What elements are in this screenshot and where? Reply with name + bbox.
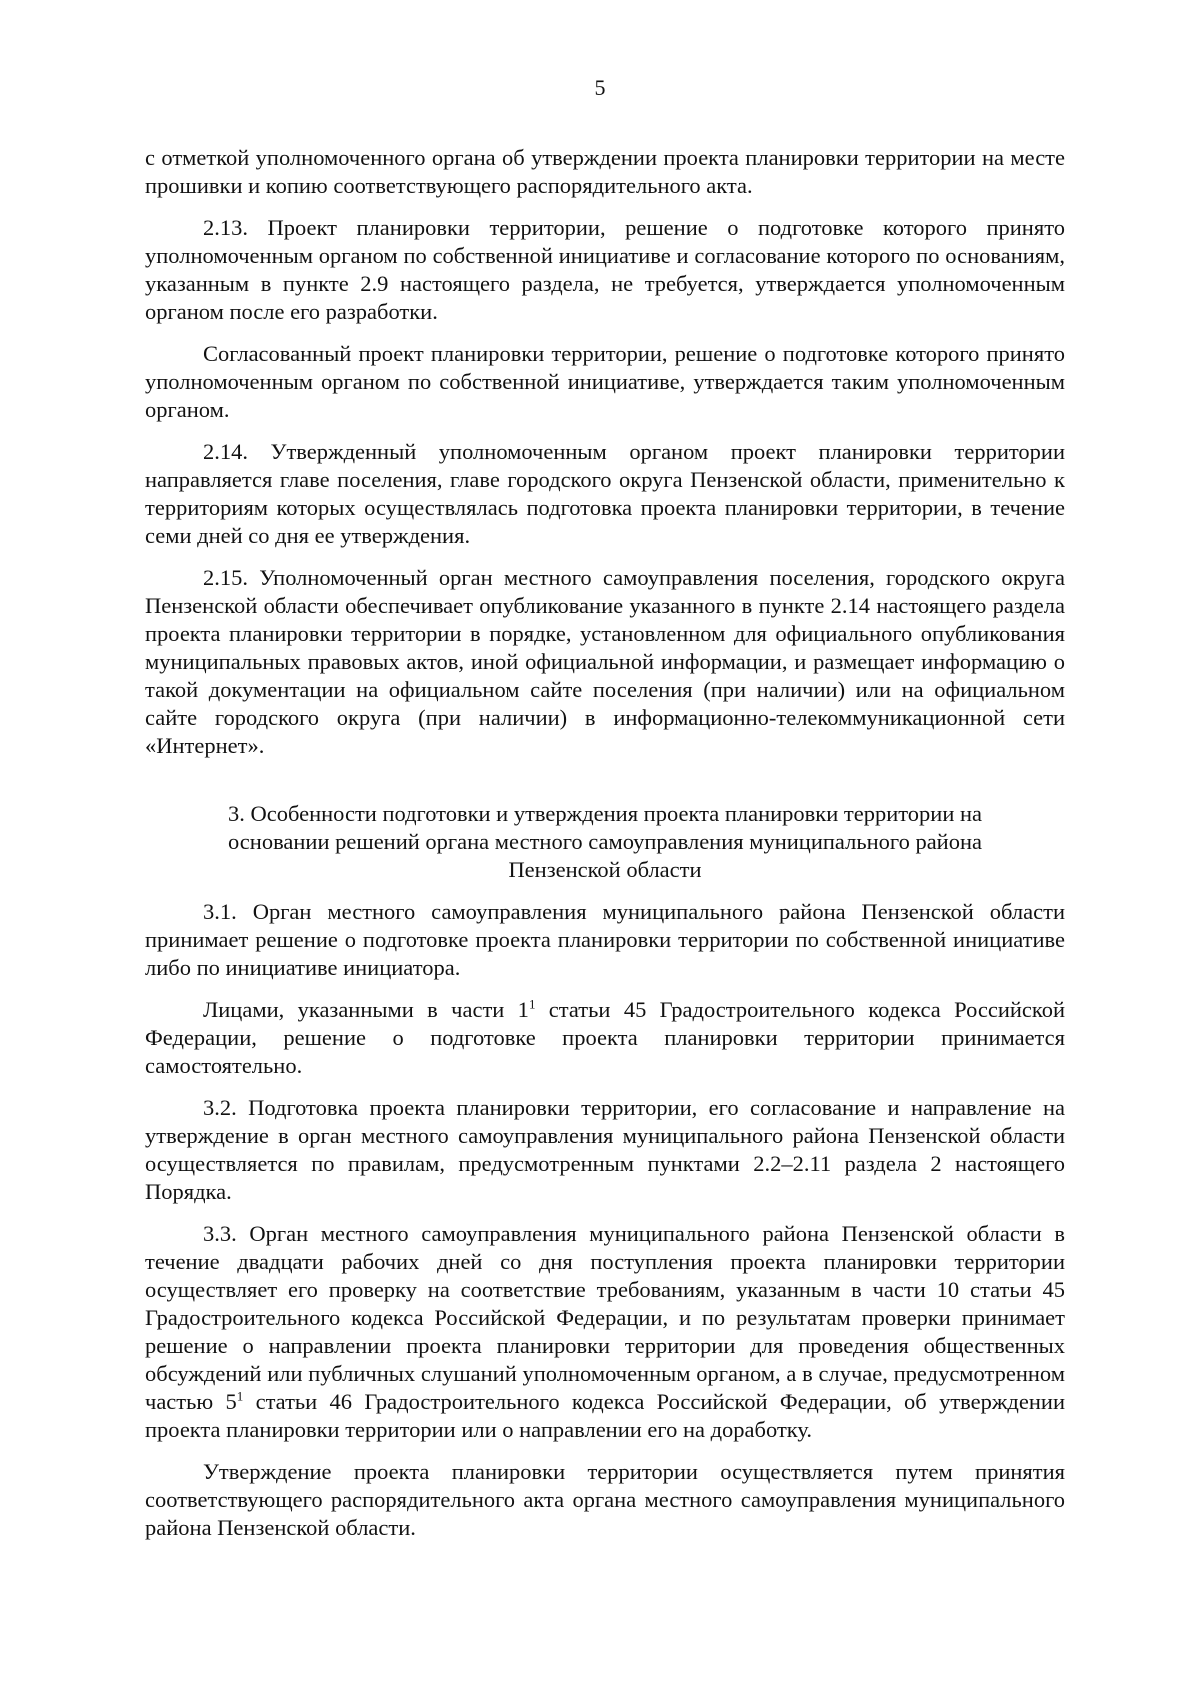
paragraph-2-13-approved: Согласованный проект планировки территории, решение о подготовке которого принято уполномоченным органом по собственной инициативе, утверждается таким уполномоченным органом. (145, 341, 1065, 422)
paragraph-continuation: с отметкой уполномоченного органа об утверждении проекта планировки территории на месте прошивки и копию соответствующего распорядительного акта. (145, 145, 1065, 198)
paragraph-2-14: 2.14. Утвержденный уполномоченным органом проект планировки территории направляется главе поселения, главе городского округа Пензенской области, применительно к территориям которых осуществлялась подготовка проекта планировки территории, в течение семи дней со дня ее утверждения. (145, 439, 1065, 548)
paragraph-3-1-persons (145, 996, 1065, 1080)
paragraph-3-1-persons-text-b: статьи 45 Градостроительного кодекса Российской Федерации, решение о подготовке проекта планировки территории принимается самостоятельно. (145, 997, 1065, 1078)
page-number: 5 (594, 75, 606, 100)
superscript: 1 (236, 1388, 244, 1404)
paragraph-3-3-text-b: статьи 46 Градостроительного кодекса Российской Федерации, об утверждении проекта планировки территории или о направлении его на доработку. (145, 1389, 1065, 1442)
superscript: 1 (528, 996, 536, 1012)
section-3-heading: 3. Особенности подготовки и утверждения проекта планировки территории на основании решений органа местного самоуправления муниципального района Пензенской области (227, 801, 983, 882)
paragraph-3-2: 3.2. Подготовка проекта планировки территории, его согласование и направление на утверждение в орган местного самоуправления муниципального района Пензенской области осуществляется по правилам, предусмотренным пунктами 2.2–2.11 раздела 2 настоящего Порядка. (145, 1095, 1065, 1204)
paragraph-3-3-text-a: 3.3. Орган местного самоуправления муниципального района Пензенской области в течение двадцати рабочих дней со дня поступления проекта планировки территории осуществляет его проверку на соответствие требованиям, указанным в части 10 статьи 45 Градостроительного кодекса Российской Федерации, и по результатам проверки принимает решение о направлении проекта планировки территории для проведения общественных обсуждений или публичных слушаний уполномоченным органом, а в случае, предусмотренном частью 5 (145, 1221, 1065, 1414)
paragraph-3-3-approval: Утверждение проекта планировки территории осуществляется путем принятия соответствующего распорядительного акта органа местного самоуправления муниципального района Пензенской области. (145, 1459, 1065, 1540)
paragraph-2-13: 2.13. Проект планировки территории, решение о подготовке которого принято уполномоченным органом по собственной инициативе и согласование которого по основаниям, указанным в пункте 2.9 настоящего раздела, не требуется, утверждается уполномоченным органом после его разработки. (145, 215, 1065, 324)
paragraph-3-1-persons-text-a: Лицами, указанными в части 1 (203, 997, 529, 1022)
paragraph-2-15: 2.15. Уполномоченный орган местного самоуправления поселения, городского округа Пензенской области обеспечивает опубликование указанного в пункте 2.14 настоящего раздела проекта планировки территории в порядке, установленном для официального опубликования муниципальных правовых актов, иной официальной информации, и размещает информацию о такой документации на официальном сайте поселения (при наличии) или на официальном сайте городского округа (при наличии) в информационно-телекоммуникационной сети «Интернет». (145, 565, 1065, 758)
paragraph-3-3 (145, 1220, 1065, 1444)
paragraph-3-1: 3.1. Орган местного самоуправления муниципального района Пензенской области принимает решение о подготовке проекта планировки территории по собственной инициативе либо по инициативе инициатора. (145, 899, 1065, 980)
document-body (145, 144, 1065, 1556)
